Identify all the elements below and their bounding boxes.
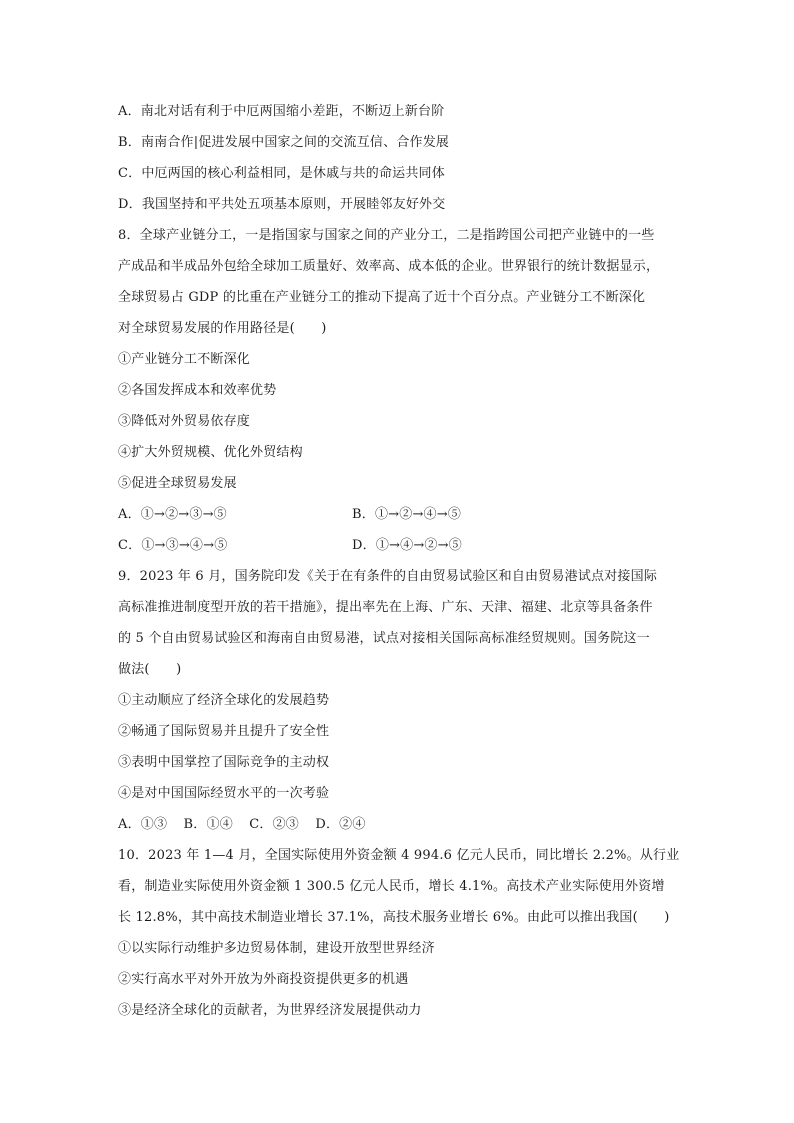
q8-option-d[interactable]: D．①→④→②→⑤ bbox=[352, 538, 462, 553]
q9-option-d[interactable]: D．②④ bbox=[315, 817, 366, 832]
q10-item-3: ③是经济全球化的贡献者，为世界经济发展提供动力 bbox=[118, 1003, 422, 1018]
q8-stem-line: 产成品和半成品外包给全球加工质量好、效率高、成本低的企业。世界银行的统计数据显示， bbox=[118, 259, 660, 274]
q8-option-b[interactable]: B．①→②→④→⑤ bbox=[352, 507, 462, 522]
document-page bbox=[118, 96, 678, 1026]
q9-options-row bbox=[118, 809, 678, 840]
q8-item-4: ④扩大外贸规模、优化外贸结构 bbox=[118, 445, 303, 460]
q8-stem-line: 对全球贸易发展的作用路径是( ) bbox=[118, 321, 327, 336]
q8-item-3: ③降低对外贸易依存度 bbox=[118, 414, 251, 429]
q9-item-4: ④是对中国国际经贸水平的一次考验 bbox=[118, 786, 330, 801]
q8-options-row-1 bbox=[118, 499, 678, 530]
q10-item-2: ②实行高水平对外开放为外商投资提供更多的机遇 bbox=[118, 972, 409, 987]
q7-option-c[interactable]: C．中厄两国的核心利益相同，是休戚与共的命运共同体 bbox=[118, 166, 445, 181]
q8-stem-line: 8．全球产业链分工，一是指国家与国家之间的产业分工，二是指跨国公司把产业链中的一些 bbox=[118, 228, 655, 243]
q8-stem-line: 全球贸易占 GDP 的比重在产业链分工的推动下提高了近十个百分点。产业链分工不断深化 bbox=[118, 290, 646, 305]
q9-option-a[interactable]: A．①③ bbox=[118, 817, 168, 832]
q9-option-c[interactable]: C．②③ bbox=[249, 817, 299, 832]
q7-option-a[interactable]: A．南北对话有利于中厄两国缩小差距，不断迈上新台阶 bbox=[118, 104, 445, 119]
q9-item-1: ①主动顺应了经济全球化的发展趋势 bbox=[118, 693, 330, 708]
q7-option-b[interactable]: B．南南合作|促进发展中国家之间的交流互信、合作发展 bbox=[118, 135, 450, 150]
q9-stem-line: 高标准推进制度型开放的若干措施》，提出率先在上海、广东、天津、福建、北京等具备条件 bbox=[118, 600, 653, 615]
question-10 bbox=[118, 840, 678, 1026]
q8-option-a[interactable]: A．①→②→③→⑤ bbox=[118, 507, 227, 522]
question-9 bbox=[118, 561, 678, 840]
q9-option-b[interactable]: B．①④ bbox=[183, 817, 233, 832]
q10-item-1: ①以实际行动维护多边贸易体制，建设开放型世界经济 bbox=[118, 941, 435, 956]
question-8 bbox=[118, 220, 678, 561]
q9-stem-line: 9．2023 年 6 月，国务院印发《关于在有条件的自由贸易试验区和自由贸易港试点对接国际 bbox=[118, 569, 658, 584]
q9-stem-line: 做法( ) bbox=[118, 662, 182, 677]
q7-option-d[interactable]: D．我国坚持和平共处五项基本原则，开展睦邻友好外交 bbox=[118, 197, 446, 212]
q10-stem-line: 长 12.8%，其中高技术制造业增长 37.1%，高技术服务业增长 6%。由此可以推出我国( ) bbox=[118, 910, 670, 925]
q8-item-5: ⑤促进全球贸易发展 bbox=[118, 476, 237, 491]
q8-options-row-2 bbox=[118, 530, 678, 561]
q8-item-2: ②各国发挥成本和效率优势 bbox=[118, 383, 277, 398]
q8-option-c[interactable]: C．①→③→④→⑤ bbox=[118, 538, 228, 553]
q9-item-2: ②畅通了国际贸易并且提升了安全性 bbox=[118, 724, 330, 739]
q8-item-1: ①产业链分工不断深化 bbox=[118, 352, 251, 367]
q9-stem-line: 的 5 个自由贸易试验区和海南自由贸易港，试点对接相关国际高标准经贸规则。国务院这一 bbox=[118, 631, 650, 646]
q10-stem-line: 10．2023 年 1—4 月，全国实际使用外资金额 4 994.6 亿元人民币，同比增长 2.2%。从行业 bbox=[118, 848, 680, 863]
q10-stem-line: 看，制造业实际使用外资金额 1 300.5 亿元人民币，增长 4.1%。高技术产业实际使用外资增 bbox=[118, 879, 665, 894]
q9-item-3: ③表明中国掌控了国际竞争的主动权 bbox=[118, 755, 330, 770]
question-7-options bbox=[118, 96, 678, 220]
